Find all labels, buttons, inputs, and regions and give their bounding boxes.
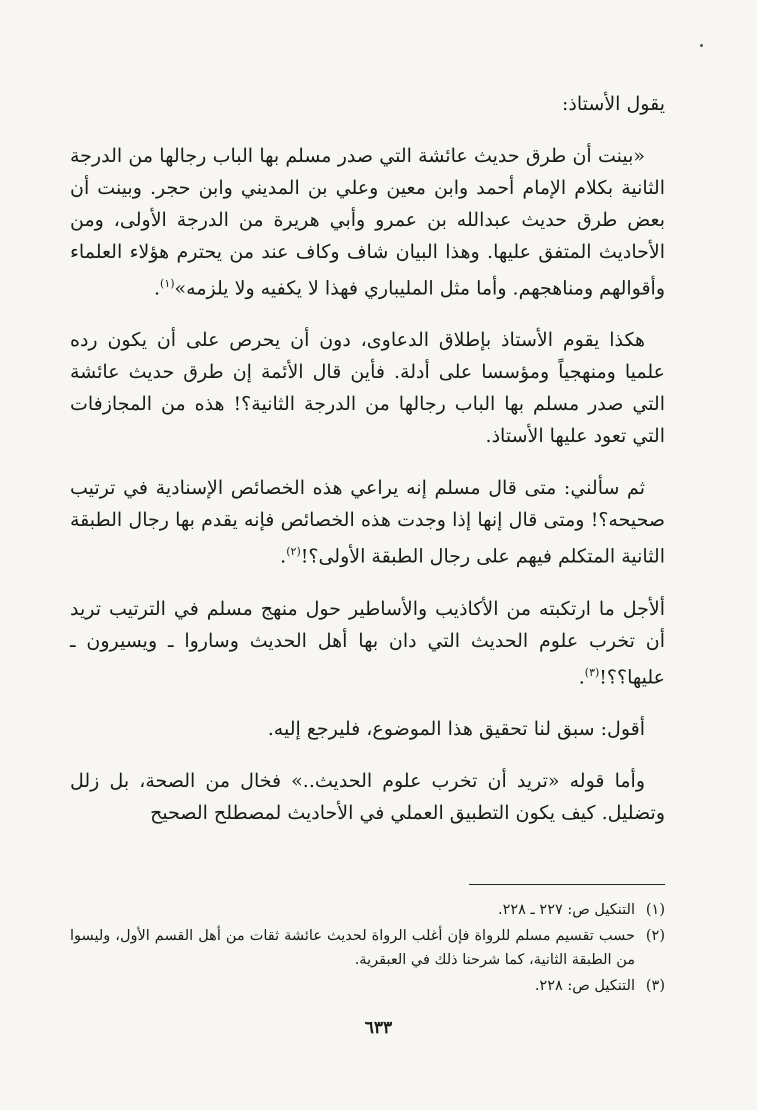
paragraph-reply (70, 713, 665, 745)
paragraph-text: «بينت أن طرق حديث عائشة التي صدر مسلم بها الباب رجالها من الدرجة الثانية بكلام الإمام أحمد وابن معين وعلي بن المديني وابن حجر. وبينت أن بعض طرق حديث عبدالله بن عمرو وأبي هريرة من الدرجة الأولى، ومن الأحاديث المتفق عليها. وهذا البيان شاف وكاف عند من يحترم هؤلاء العلماء وأقوالهم ومناهجهم. وأما مثل المليباري فهذا لا يكفيه ولا يلزمه» (70, 145, 665, 300)
paragraph-response (70, 324, 665, 452)
footnote-ref: (٢) (286, 545, 301, 559)
scan-mark (700, 44, 703, 47)
footnotes (70, 898, 665, 1000)
paragraph-text: وأما قوله «تريد أن تخرب علوم الحديث..» فخال من الصحة، بل زلل وتضليل. كيف يكون التطبيق العملي في الأحاديث لمصطلح الصحيح (70, 769, 665, 824)
footnote-number: (٢) (645, 928, 665, 944)
page-number: ٦٣٣ (364, 1018, 393, 1038)
paragraph-tail: . (153, 277, 161, 300)
footnote-2 (70, 924, 665, 972)
footnote-text: التنكيل ص: ٢٢٧ ـ ٢٢٨. (497, 902, 635, 918)
paragraph-question (70, 472, 665, 572)
paragraph-tail: . (578, 665, 585, 688)
paragraph-text: ألأجل ما ارتكبته من الأكاذيب والأساطير حول منهج مسلم في الترتيب تريد أن تخرب علوم الحديث التي دان بها أهل الحديث وساروا ـ ويسيرون ـ عليها؟؟! (70, 597, 665, 688)
footnote-3 (70, 974, 665, 998)
body-text (70, 88, 665, 849)
footnote-ref: (١) (160, 277, 175, 290)
paragraph-rebuttal (70, 765, 665, 829)
footnote-text: التنكيل ص: ٢٢٨. (534, 978, 635, 994)
paragraph-text: هكذا يقوم الأستاذ بإطلاق الدعاوى، دون أن يحرص على أن يكون رده علميا ومنهجياً ومؤسسا على أدلة. فأين قال الأئمة إن طرق حديث عائشة التي صدر مسلم بها الباب رجالها من الدرجة الثانية؟! هذه من المجازفات التي تعود عليها الأستاذ. (70, 329, 665, 448)
footnote-text: حسب تقسيم مسلم للرواة فإن أغلب الرواة لحديث عائشة ثقات من أهل القسم الأول، وليسوا من الطبقة الثانية، كما شرحنا ذلك في العبقرية. (70, 928, 635, 968)
paragraph-accusation (70, 593, 665, 693)
section-heading: يقول الأستاذ: (562, 93, 665, 115)
footnote-ref: (٣) (584, 665, 600, 679)
footnote-number: (١) (645, 902, 665, 918)
paragraph-tail: . (280, 545, 287, 568)
footnote-divider (469, 884, 665, 885)
footnote-number: (٣) (645, 978, 665, 994)
paragraph-text: ثم سألني: متى قال مسلم إنه يراعي هذه الخصائص الإسنادية في ترتيب صحيحه؟! ومتى قال إنها إذا وجدت هذه الخصائص فإنه يقدم بها رجال الطبقة الثانية المتكلم فيهم على رجال الطبقة الأولى؟! (70, 477, 665, 568)
paragraph-text: أقول: سبق لنا تحقيق هذا الموضوع، فليرجع إليه. (267, 717, 645, 740)
paragraph-quote (70, 140, 665, 304)
footnote-1 (70, 898, 665, 922)
